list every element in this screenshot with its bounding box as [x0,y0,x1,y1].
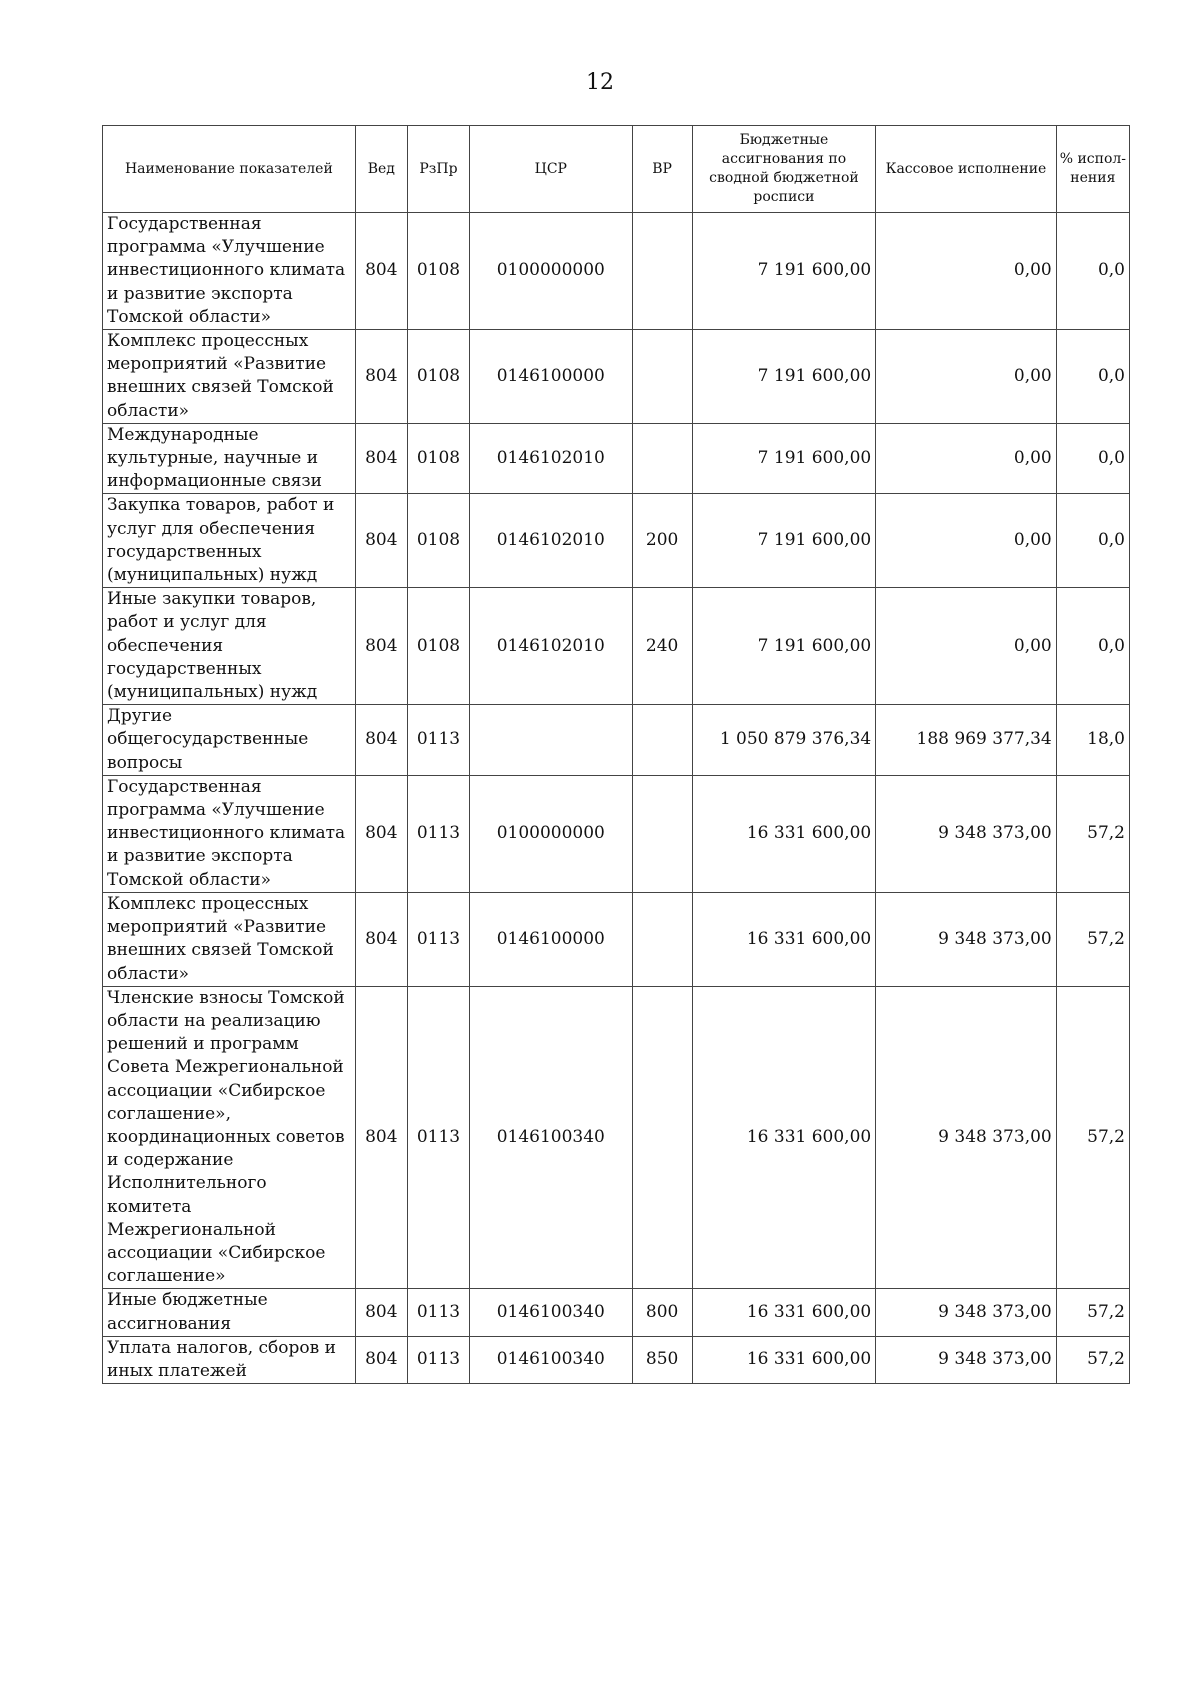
cell-rzpr: 0113 [407,705,469,776]
table-row [103,1289,1130,1336]
cell-csr: 0146102010 [470,494,632,588]
cell-budget: 7 191 600,00 [692,213,876,330]
table-row [103,1336,1130,1383]
table-row [103,705,1130,776]
cell-cash: 9 348 373,00 [876,775,1057,892]
cell-cash: 0,00 [876,494,1057,588]
table-row [103,213,1130,330]
cell-name: Уплата налогов, сборов и иных платежей [103,1336,356,1383]
cell-cash: 0,00 [876,213,1057,330]
header-csr: ЦСР [470,126,632,213]
cell-csr: 0146100000 [470,330,632,424]
cell-cash: 188 969 377,34 [876,705,1057,776]
header-ved: Вед [355,126,407,213]
table-row [103,775,1130,892]
cell-rzpr: 0113 [407,986,469,1289]
cell-budget: 7 191 600,00 [692,330,876,424]
cell-vr: 850 [632,1336,692,1383]
cell-cash: 9 348 373,00 [876,1289,1057,1336]
cell-vr [632,705,692,776]
cell-cash: 0,00 [876,330,1057,424]
cell-csr: 0146100340 [470,1336,632,1383]
cell-rzpr: 0113 [407,775,469,892]
cell-vr: 240 [632,588,692,705]
cell-rzpr: 0113 [407,892,469,986]
cell-budget: 16 331 600,00 [692,775,876,892]
cell-name: Иные бюджетные ассигнования [103,1289,356,1336]
cell-budget: 16 331 600,00 [692,1289,876,1336]
cell-budget: 16 331 600,00 [692,1336,876,1383]
cell-ved: 804 [355,494,407,588]
cell-rzpr: 0108 [407,213,469,330]
cell-name: Международные культурные, научные и информационные связи [103,423,356,494]
cell-pct: 57,2 [1056,986,1129,1289]
cell-ved: 804 [355,213,407,330]
cell-csr: 0146100340 [470,986,632,1289]
cell-csr: 0146102010 [470,588,632,705]
cell-vr [632,986,692,1289]
cell-pct: 0,0 [1056,330,1129,424]
cell-csr: 0100000000 [470,213,632,330]
cell-rzpr: 0113 [407,1289,469,1336]
cell-ved: 804 [355,588,407,705]
cell-rzpr: 0108 [407,330,469,424]
cell-budget: 7 191 600,00 [692,588,876,705]
cell-pct: 0,0 [1056,588,1129,705]
cell-vr [632,330,692,424]
cell-vr: 800 [632,1289,692,1336]
cell-ved: 804 [355,986,407,1289]
cell-pct: 0,0 [1056,213,1129,330]
header-pct: % испол-нения [1056,126,1129,213]
header-budget: Бюджетные ассигнования по сводной бюджетной росписи [692,126,876,213]
cell-name: Закупка товаров, работ и услуг для обеспечения государственных (муниципальных) нужд [103,494,356,588]
cell-rzpr: 0108 [407,494,469,588]
cell-cash: 9 348 373,00 [876,986,1057,1289]
page-number: 12 [586,70,614,95]
cell-budget: 1 050 879 376,34 [692,705,876,776]
cell-pct: 0,0 [1056,423,1129,494]
cell-rzpr: 0108 [407,588,469,705]
cell-budget: 16 331 600,00 [692,986,876,1289]
table-row [103,423,1130,494]
header-rzpr: РзПр [407,126,469,213]
cell-cash: 9 348 373,00 [876,892,1057,986]
cell-cash: 0,00 [876,588,1057,705]
cell-vr [632,775,692,892]
cell-pct: 0,0 [1056,494,1129,588]
table-row [103,330,1130,424]
table-row [103,588,1130,705]
budget-table [102,125,1130,1384]
cell-pct: 57,2 [1056,892,1129,986]
cell-ved: 804 [355,775,407,892]
cell-vr: 200 [632,494,692,588]
cell-budget: 7 191 600,00 [692,423,876,494]
cell-budget: 16 331 600,00 [692,892,876,986]
cell-rzpr: 0113 [407,1336,469,1383]
table-row [103,892,1130,986]
cell-vr [632,423,692,494]
header-cash: Кассовое исполнение [876,126,1057,213]
header-vr: ВР [632,126,692,213]
cell-rzpr: 0108 [407,423,469,494]
cell-ved: 804 [355,1289,407,1336]
cell-csr: 0146102010 [470,423,632,494]
cell-csr: 0146100000 [470,892,632,986]
cell-pct: 57,2 [1056,1289,1129,1336]
cell-name: Другие общегосударственные вопросы [103,705,356,776]
cell-ved: 804 [355,1336,407,1383]
cell-pct: 57,2 [1056,775,1129,892]
cell-ved: 804 [355,705,407,776]
cell-name: Комплекс процессных мероприятий «Развитие внешних связей Томской области» [103,330,356,424]
cell-name: Государственная программа «Улучшение инвестиционного климата и развитие экспорта Томской области» [103,775,356,892]
cell-cash: 0,00 [876,423,1057,494]
cell-name: Членские взносы Томской области на реализацию решений и программ Совета Межрегиональной ассоциации «Сибирское соглашение», координационных советов и содержание Исполнительного комитета Межрегиональной ассоциации «Сибирское соглашение» [103,986,356,1289]
cell-name: Иные закупки товаров, работ и услуг для обеспечения государственных (муниципальных) нужд [103,588,356,705]
cell-csr: 0146100340 [470,1289,632,1336]
cell-ved: 804 [355,423,407,494]
cell-name: Государственная программа «Улучшение инвестиционного климата и развитие экспорта Томской области» [103,213,356,330]
table-row [103,494,1130,588]
cell-name: Комплекс процессных мероприятий «Развитие внешних связей Томской области» [103,892,356,986]
table-header-row [103,126,1130,213]
cell-budget: 7 191 600,00 [692,494,876,588]
cell-pct: 57,2 [1056,1336,1129,1383]
cell-ved: 804 [355,330,407,424]
cell-csr: 0100000000 [470,775,632,892]
table-row [103,986,1130,1289]
cell-ved: 804 [355,892,407,986]
cell-csr [470,705,632,776]
cell-cash: 9 348 373,00 [876,1336,1057,1383]
cell-vr [632,892,692,986]
cell-vr [632,213,692,330]
header-name: Наименование показателей [103,126,356,213]
cell-pct: 18,0 [1056,705,1129,776]
